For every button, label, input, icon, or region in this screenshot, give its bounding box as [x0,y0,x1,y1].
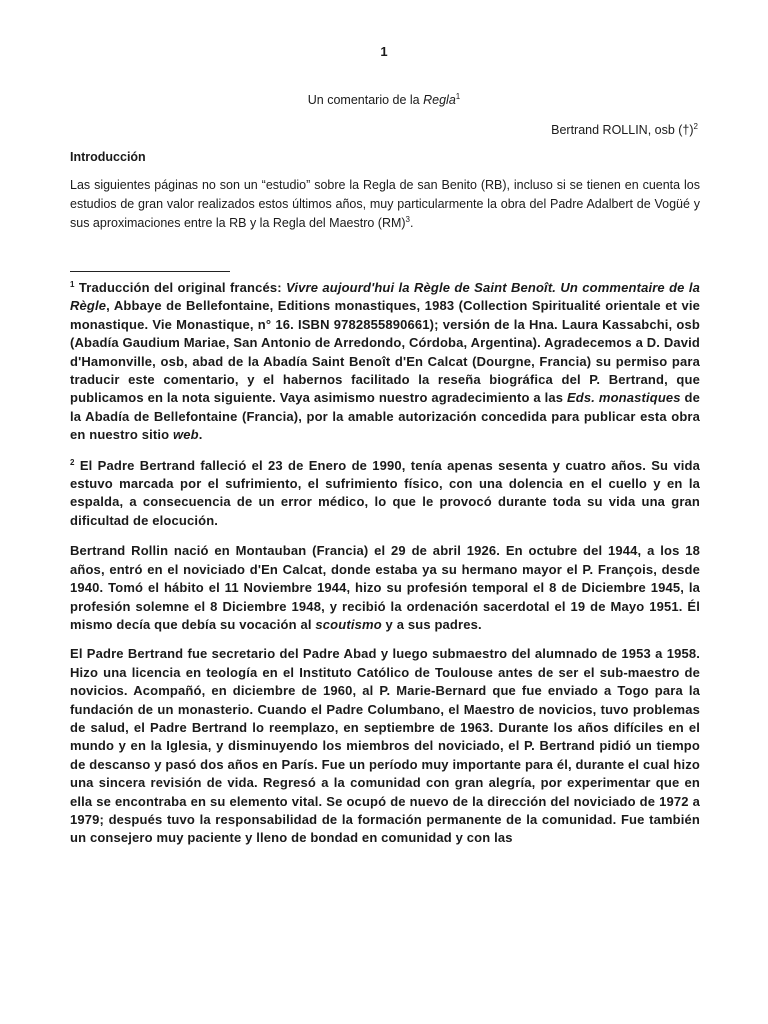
author-name: Bertrand ROLLIN, osb (†) [551,123,694,137]
footnote-2 [70,457,700,531]
footnote-2-paragraph-2 [70,542,700,634]
title-footnote-ref: 1 [455,92,461,101]
footnote-1-part4: . [198,427,203,443]
document-title [0,93,768,107]
intro-paragraph [70,176,700,233]
intro-end: . [410,216,414,230]
title-text: Un comentario de la [307,93,424,107]
section-heading: Introducción [70,150,146,164]
author-line [551,123,698,137]
footnote-1 [70,279,700,445]
paragraph-2-text: Bertrand Rollin nació en Montauban (Francia) el 29 de abril 1926. En octubre del 1944, a los 18 años, entró en el noviciado d'En Calcat, donde estaba ya su hermano mayor el P. François, desde 1940. Tomó el hábito el 11 Noviembre 1944, hizo su profesión temporal el 8 de Diciembre 1945, la profesión solemne el 8 Diciembre 1948, y recibió la ordenación sacerdotal el 19 de Mayo 1951. Él mismo decía que debía su vocación al [70,543,700,632]
footnote-1-italic2: Eds. monastiques [566,390,681,406]
footnote-separator [70,271,230,272]
footnote-1-mark: 1 [70,280,75,289]
title-italic: Regla [423,93,456,107]
paragraph-3-text: El Padre Bertrand fue secretario del Padre Abad y luego submaestro del alumnado de 1953 a 1958. Hizo una licencia en teología en el Instituto Católico de Toulouse antes de ser el sub-maestro de novicios. Acompañó, en diciembre de 1960, al P. Marie-Bernard que fue enviado a Togo para la fundación de un monasterio. Cuando el Padre Columbano, el Maestro de novicios, tuvo problemas de salud, el Padre Bertrand lo reemplazo, en septiembre de 1963. Durante los años difíciles en el mundo y en la Iglesia, y disminuyendo los miembros del noviciado, el P. Bertrand pidió un tiempo de descanso y pasó dos años en París. Fue un período muy importante para él, durante el cual hizo una sincera revisión de vida. Regresó a la comunidad con gran alegría, por experimentar que en ella se encontraba en su elemento vital. Se ocupó de nuevo de la dirección del noviciado de 1972 a 1979; después tuvo la responsabilidad de la formación permanente de la comunidad. Fue también un consejero muy paciente y lleno de bondad en comunidad y con las [70,646,700,846]
intro-footnote-ref: 3 [405,215,410,224]
footnote-1-italic1: Vivre aujourd'hui la Règle de Saint Benoît. Un commentaire de la Règle [70,280,700,314]
author-footnote-ref: 2 [693,122,698,131]
footnote-2-mark: 2 [70,457,75,467]
paragraph-2-end: y a sus padres. [381,616,482,632]
footnote-1-italic3: web [172,427,199,443]
paragraph-2-italic: scoutismo [315,616,382,632]
intro-text: Las siguientes páginas no son un “estudio” sobre la Regla de san Benito (RB), incluso si se tienen en cuenta los estudios de gran valor realizados estos últimos años, muy particularmente la obra del Padre Adalbert de Vogüé y sus aproximaciones entre la RB y la Regla del Maestro (RM) [70,178,700,230]
footnotes-area [70,279,700,859]
footnote-2-text: El Padre Bertrand falleció el 23 de Enero de 1990, tenía apenas sesenta y cuatro años. Su vida estuvo marcada por el sufrimiento, el sufrimiento físico, con una dolencia en el cuello y en la espalda, a consecuencia de un error médico, lo que le provocó durante toda su vida una gran dificultad de elocución. [70,457,700,528]
page-number: 1 [380,44,388,59]
footnote-2-paragraph-3 [70,645,700,847]
footnote-1-part2: , Abbaye de Bellefontaine, Editions monastiques, 1983 (Collection Spiritualité orientale et vie monastique. Vie Monastique, n° 16. ISBN 9782855890661); versión de la Hna. Laura Kassabchi, osb (Abadía Gaudium Mariae, San Antonio de Arredondo, Córdoba, Argentina). Agradecemos a D. David d'Hamonville, osb, abad de la Abadía Saint Benoît d'En Calcat (Dourgne, Francia) su permiso para traducir este comentario, y el habernos facilitado la reseña biográfica del P. Bertrand, que publicamos en la nota siguiente. Vaya asimismo nuestro agradecimiento a las [70,298,700,406]
footnote-1-part3: de la Abadía de Bellefontaine (Francia), por la amable autorización concedida para publicar esta obra en nuestro sitio [70,390,701,443]
footnote-1-part1: Traducción del original francés: [74,280,287,295]
